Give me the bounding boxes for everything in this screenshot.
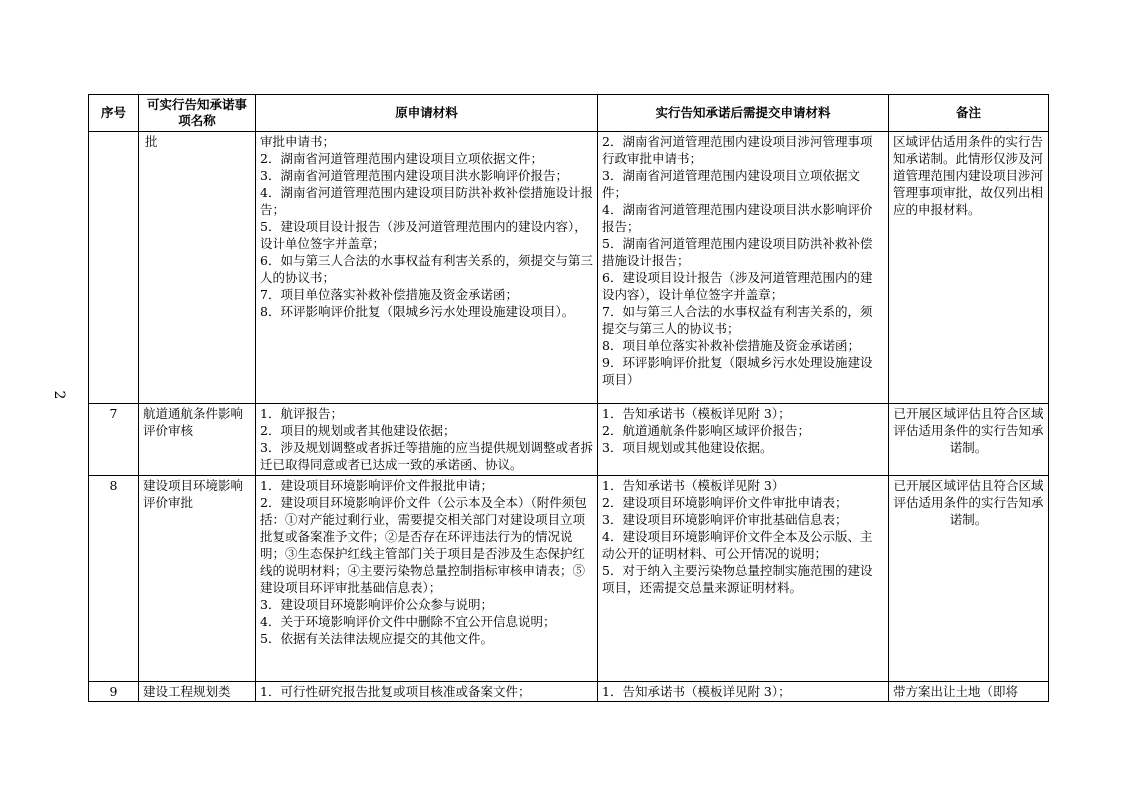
material-line: 4．湖南省河道管理范围内建设项目洪水影响评价报告；: [602, 202, 873, 234]
row-no: 7: [89, 404, 139, 476]
row-no: 8: [89, 476, 139, 682]
row-no: [89, 132, 139, 404]
material-line: 3．项目规划或其他建设依据。: [602, 440, 773, 455]
header-after-commitment-materials: 实行告知承诺后需提交申请材料: [598, 95, 889, 132]
material-line: 审批申请书；: [260, 134, 336, 149]
row-no: 9: [89, 682, 139, 702]
material-line: 2．湖南省河道管理范围内建设项目涉河管理事项行政审批申请书；: [602, 134, 873, 166]
material-line: 5．对于纳入主要污染物总量控制实施范围的建设项目，还需提交总量来源证明材料。: [602, 563, 873, 595]
material-line: 5．建设项目设计报告（涉及河道管理范围内的建设内容），设计单位签字并盖章；: [260, 219, 587, 251]
row-note: 带方案出让土地（即将: [889, 682, 1049, 702]
material-line: 4．湖南省河道管理范围内建设项目防洪补救补偿措施设计报告；: [260, 185, 593, 217]
row-original-materials: [256, 132, 598, 404]
row-original-materials: [256, 476, 598, 682]
header-no: 序号: [89, 95, 139, 132]
table-row: [89, 476, 1049, 682]
material-line: 5．依据有关法律法规应提交的其他文件。: [260, 631, 493, 646]
material-line: 1．告知承诺书（模板详见附 3）；: [602, 684, 791, 699]
row-item-name: 航道通航条件影响评价审核: [139, 404, 256, 476]
material-line: 3．湖南省河道管理范围内建设项目立项依据文件；: [602, 168, 860, 200]
material-line: 1．告知承诺书（模板详见附 3）: [602, 478, 785, 493]
material-line: 2．建设项目环境影响评价文件审批申请表；: [602, 495, 848, 510]
material-line: 1．可行性研究报告批复或项目核准或备案文件；: [260, 684, 531, 699]
row-note: 区域评估适用条件的实行告知承诺制。此情形仅涉及河道管理范围内建设项目涉河管理事项审批，故仅列出相应的申报材料。: [889, 132, 1049, 404]
material-line: 3．湖南省河道管理范围内建设项目洪水影响评价报告；: [260, 168, 568, 183]
header-note: 备注: [889, 95, 1049, 132]
row-note: 已开展区域评估且符合区域评估适用条件的实行告知承诺制。: [889, 476, 1049, 682]
material-line: 8．项目单位落实补救补偿措施及资金承诺函；: [602, 338, 860, 353]
material-line: 8．环评影响评价批复（限城乡污水处理设施建设项目）。: [260, 304, 575, 319]
table-header-row: [89, 95, 1049, 132]
header-original-materials: 原申请材料: [256, 95, 598, 132]
row-after-commitment-materials: [598, 476, 889, 682]
material-line: 1．告知承诺书（模板详见附 3）；: [602, 406, 791, 421]
material-line: 7．项目单位落实补救补偿措施及资金承诺函；: [260, 287, 518, 302]
material-line: 1．建设项目环境影响评价文件报批申请；: [260, 478, 493, 493]
row-item-name: 建设项目环境影响评价审批: [139, 476, 256, 682]
table-row: [89, 132, 1049, 404]
material-line: 3．涉及规划调整或者拆迁等措施的应当提供规划调整或者拆迁已取得同意或者已达成一致的承诺函、协议。: [260, 440, 593, 472]
header-item-name: 可实行告知承诺事项名称: [139, 95, 256, 132]
table-row: [89, 682, 1049, 702]
row-after-commitment-materials: [598, 404, 889, 476]
material-line: 7．如与第三人合法的水事权益有利害关系的，须提交与第三人的协议书；: [602, 304, 873, 336]
material-line: 1．航评报告；: [260, 406, 343, 421]
page-number: 2: [51, 390, 67, 400]
row-original-materials: [256, 404, 598, 476]
row-after-commitment-materials: [598, 682, 889, 702]
table-row: [89, 404, 1049, 476]
material-line: 6．如与第三人合法的水事权益有利害关系的，须提交与第三人的协议书；: [260, 253, 593, 285]
row-after-commitment-materials: [598, 132, 889, 404]
material-line: 2．航道通航条件影响区域评价报告；: [602, 423, 810, 438]
material-line: 5．湖南省河道管理范围内建设项目防洪补救补偿措施设计报告；: [602, 236, 873, 268]
row-note: 已开展区域评估且符合区域评估适用条件的实行告知承诺制。: [889, 404, 1049, 476]
material-line: 2．湖南省河道管理范围内建设项目立项依据文件；: [260, 151, 543, 166]
material-line: 3．建设项目环境影响评价审批基础信息表；: [602, 512, 848, 527]
row-original-materials: [256, 682, 598, 702]
material-line: 6．建设项目设计报告（涉及河道管理范围内的建设内容），设计单位签字并盖章；: [602, 270, 873, 302]
commitment-items-table: [88, 94, 1049, 702]
material-line: 4．建设项目环境影响评价文件全本及公示版、主动公开的证明材料、可公开情况的说明；: [602, 529, 873, 561]
row-item-name: 建设工程规划类: [139, 682, 256, 702]
material-line: 4．关于环境影响评价文件中删除不宜公开信息说明；: [260, 614, 556, 629]
material-line: 9．环评影响评价批复（限城乡污水处理设施建设项目）: [602, 355, 873, 387]
material-line: 3．建设项目环境影响评价公众参与说明；: [260, 597, 493, 612]
row-item-name: 批: [139, 132, 256, 404]
material-line: 2．项目的规划或者其他建设依据；: [260, 423, 456, 438]
material-line: 2．建设项目环境影响评价文件（公示本及全本）（附件须包括：①对产能过剩行业，需要提交相关部门对建设项目立项批复或备案准予文件；②是否存在环评违法行为的情况说明；③生态保护红线主管部门关于项目是否涉及生态保护红线的说明材料；④主要污染物总量控制指标审核申请表；⑤建设项目环评审批基础信息表）；: [260, 495, 587, 595]
